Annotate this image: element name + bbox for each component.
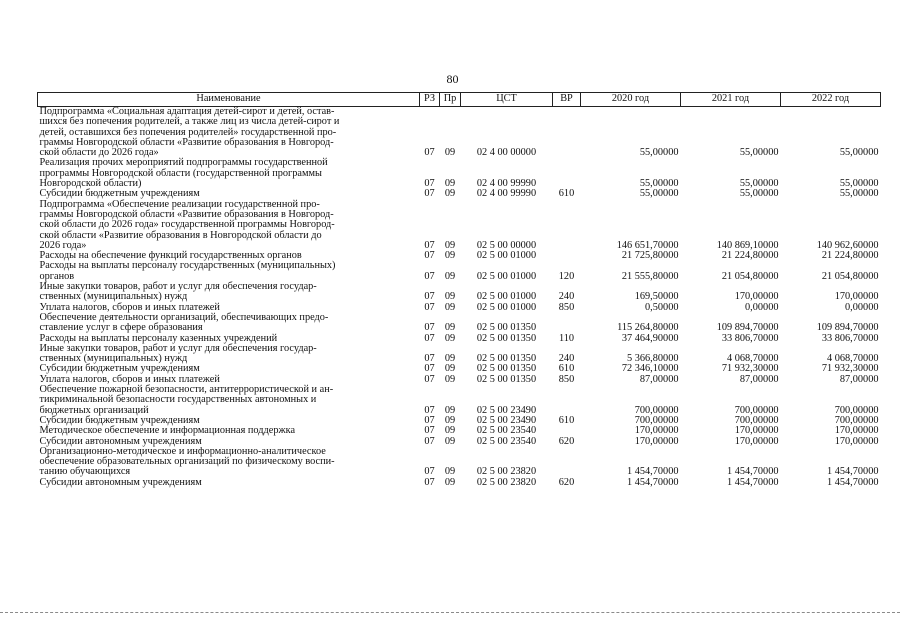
vr-code: [553, 385, 581, 416]
row-name: [38, 282, 420, 303]
pr-cell: 09: [444, 332, 456, 344]
header-cst: ЦСТ: [461, 93, 553, 107]
cst-code: 02 5 00 01000: [476, 250, 537, 262]
row-name-line: Организационно-методическое и информационно-аналитическое: [39, 445, 326, 457]
vr-code: 620: [558, 435, 575, 447]
amount-2022: 700,00000: [834, 404, 879, 416]
row-name: [38, 385, 420, 416]
row-name-line: Расходы на обеспечение функций государственных органов: [39, 250, 302, 262]
amount-2021: 55,00000: [739, 178, 779, 190]
amount-2022: 170,00000: [834, 435, 879, 447]
amount-2022: 170,00000: [834, 291, 879, 303]
amount-2020: 170,00000: [634, 425, 679, 437]
amount-2022: 21 054,80000: [821, 270, 879, 282]
rz-cell: 07: [424, 322, 435, 334]
amount-2021: 21 054,80000: [721, 270, 779, 282]
row-name-line: тикриминальной безопасности государственных автономных и: [39, 394, 317, 406]
amount-2022: 140 962,60000: [816, 239, 879, 251]
amount-2020: 700,00000: [634, 414, 679, 426]
amount-2022: 55,00000: [839, 178, 879, 190]
pr-cell: 09: [444, 270, 456, 282]
table-row: [38, 200, 881, 251]
row-name-line: Субсидии автономным учреждениям: [39, 476, 202, 488]
vr-code: 850: [558, 373, 575, 385]
cst-code: 02 5 00 01350: [476, 363, 537, 375]
amount-2021: 170,00000: [734, 291, 779, 303]
pr-cell: 09: [444, 239, 456, 251]
amount-2020: 55,00000: [639, 147, 679, 159]
row-name-line: Уплата налогов, сборов и иных платежей: [39, 301, 220, 313]
vr-code: [553, 313, 581, 334]
cst-code: 02 5 00 01350: [476, 373, 537, 385]
row-name-line: 2026 года»: [39, 239, 87, 251]
row-name-line: ской области до 2026 года» государственной программы Новгород-: [39, 219, 335, 231]
amount-2021: 140 869,10000: [716, 239, 779, 251]
rz-cell: 07: [424, 291, 435, 303]
pr-cell: 09: [444, 188, 456, 200]
header-2022: 2022 год: [781, 93, 881, 107]
pr-cell: 09: [444, 466, 456, 478]
amount-2020: 0,50000: [645, 301, 679, 313]
amount-2021: 1 454,70000: [727, 466, 779, 478]
amount-2021: 170,00000: [734, 425, 779, 437]
amount-2022: 4 068,70000: [827, 353, 879, 365]
cst-code: 02 5 00 23490: [476, 404, 537, 416]
table-row: [38, 385, 881, 416]
amount-2020: 170,00000: [634, 435, 679, 447]
rz-cell: 07: [424, 404, 435, 416]
row-name: [38, 107, 420, 159]
amount-2022: 55,00000: [839, 147, 879, 159]
row-name-line: Субсидии автономным учреждениям: [39, 435, 202, 447]
table-row: [38, 344, 881, 365]
row-name-line: Иные закупки товаров, работ и услуг для обеспечения государ-: [39, 342, 317, 354]
rz-cell: 07: [424, 332, 435, 344]
amount-2020: 87,00000: [639, 373, 679, 385]
cst-code: 02 5 00 01350: [476, 353, 537, 365]
pr-cell: 09: [444, 435, 456, 447]
vr-code: 240: [558, 291, 575, 303]
amount-2022: 55,00000: [839, 188, 879, 200]
row-name: [38, 261, 420, 282]
amount-2021: 55,00000: [739, 188, 779, 200]
row-name-line: ской области «Развитие образования в Новгородской области до: [39, 229, 322, 241]
vr-code: 610: [558, 414, 575, 426]
header-vr: ВР: [553, 93, 581, 107]
vr-code: 850: [558, 301, 575, 313]
table-row: [38, 447, 881, 478]
row-name-line: граммы Новгородской области «Развитие образования в Новгород-: [39, 136, 334, 148]
amount-2021: 33 806,70000: [721, 332, 779, 344]
header-pr: Пр: [440, 93, 461, 107]
cst-code: 02 5 00 23540: [476, 435, 537, 447]
pr-cell: 09: [444, 301, 456, 313]
rz-cell: 07: [424, 270, 435, 282]
amount-2021: 4 068,70000: [727, 353, 779, 365]
row-name-line: Иные закупки товаров, работ и услуг для обеспечения государ-: [39, 281, 317, 293]
amount-2021: 55,00000: [739, 147, 779, 159]
pr-cell: 09: [444, 322, 456, 334]
row-name-line: ской области до 2026 года»: [39, 147, 159, 159]
row-name: [38, 478, 420, 488]
amount-2021: 700,00000: [734, 414, 779, 426]
amount-2021: 109 894,70000: [716, 322, 779, 334]
amount-2021: 71 932,30000: [721, 363, 779, 375]
row-name-line: Расходы на выплаты персоналу государственных (муниципальных): [39, 260, 336, 272]
amount-2020: 1 454,70000: [627, 466, 679, 478]
row-name-line: детей, оставшихся без попечения родителей» государственной про-: [39, 126, 337, 138]
rz-cell: 07: [424, 301, 435, 313]
row-name-line: обеспечение образовательных организаций по физическому воспи-: [39, 456, 335, 468]
rz-cell: 07: [424, 178, 435, 190]
row-name-line: ственных (муниципальных) нужд: [39, 353, 188, 365]
table-row: [38, 158, 881, 189]
vr-code: [553, 426, 581, 436]
row-name-line: Уплата налогов, сборов и иных платежей: [39, 373, 220, 385]
cst-code: 02 5 00 01350: [476, 332, 537, 344]
amount-2022: 1 454,70000: [827, 466, 879, 478]
amount-2022: 33 806,70000: [821, 332, 879, 344]
amount-2021: 0,00000: [745, 301, 779, 313]
header-rz: РЗ: [420, 93, 440, 107]
rz-cell: 07: [424, 188, 435, 200]
table-row: [38, 261, 881, 282]
amount-2020: 21 725,80000: [621, 250, 679, 262]
pr-cell: 09: [444, 363, 456, 375]
amount-2020: 169,50000: [634, 291, 679, 303]
amount-2020: 700,00000: [634, 404, 679, 416]
amount-2020: 115 264,80000: [617, 322, 679, 334]
rz-cell: 07: [424, 239, 435, 251]
row-name: [38, 426, 420, 436]
cst-code: 02 5 00 00000: [476, 239, 537, 251]
cst-code: 02 5 00 01000: [476, 291, 537, 303]
row-name: [38, 158, 420, 189]
cst-code: 02 5 00 23540: [476, 425, 537, 437]
cst-code: 02 4 00 99990: [476, 188, 537, 200]
row-name: [38, 313, 420, 334]
vr-code: 610: [558, 363, 575, 375]
rz-cell: 07: [424, 250, 435, 262]
rz-cell: 07: [424, 476, 435, 488]
pr-cell: 09: [444, 425, 456, 437]
pr-cell: 09: [444, 178, 456, 190]
pr-cell: 09: [444, 250, 456, 262]
row-name-line: Расходы на выплаты персоналу казенных учреждений: [39, 332, 278, 344]
row-name-line: Подпрограмма «Обеспечение реализации государственной про-: [39, 198, 320, 210]
row-name-line: ставление услуг в сфере образования: [39, 322, 203, 334]
header-2020: 2020 год: [581, 93, 681, 107]
row-name-line: Реализация прочих мероприятий подпрограммы государственной: [39, 157, 328, 169]
cst-code: 02 5 00 23820: [476, 466, 537, 478]
amount-2020: 146 651,70000: [616, 239, 679, 251]
amount-2021: 1 454,70000: [727, 476, 779, 488]
row-name: [38, 447, 420, 478]
amount-2020: 55,00000: [639, 178, 679, 190]
table-row: [38, 282, 881, 303]
vr-code: [553, 447, 581, 478]
cst-code: 02 4 00 00000: [476, 147, 537, 159]
vr-code: 620: [558, 476, 575, 488]
amount-2022: 109 894,70000: [816, 322, 879, 334]
amount-2022: 0,00000: [845, 301, 879, 313]
pr-cell: 09: [444, 476, 456, 488]
cst-code: 02 5 00 01350: [476, 322, 537, 334]
cst-code: 02 5 00 01000: [476, 270, 537, 282]
budget-table: [37, 92, 881, 488]
page-number: 80: [446, 72, 459, 86]
row-name-line: программы Новгородской области (государственной программы: [39, 167, 322, 179]
table-row: [38, 107, 881, 159]
rz-cell: 07: [424, 147, 435, 159]
pr-cell: 09: [444, 353, 456, 365]
vr-code: 120: [558, 270, 575, 282]
rz-cell: 07: [424, 425, 435, 437]
table-body: [38, 107, 881, 488]
amount-2022: 71 932,30000: [821, 363, 879, 375]
amount-2020: 21 555,80000: [621, 270, 679, 282]
pr-cell: 09: [444, 147, 456, 159]
row-name-line: Обеспечение пожарной безопасности, антитеррористической и ан-: [39, 384, 334, 396]
cst-code: 02 5 00 23490: [476, 414, 537, 426]
amount-2020: 1 454,70000: [627, 476, 679, 488]
rz-cell: 07: [424, 414, 435, 426]
row-name-line: Субсидии бюджетным учреждениям: [39, 414, 200, 426]
pr-cell: 09: [444, 414, 456, 426]
row-name-line: Методическое обеспечение и информационная поддержка: [39, 425, 296, 437]
row-name: [38, 344, 420, 365]
rz-cell: 07: [424, 373, 435, 385]
amount-2020: 55,00000: [639, 188, 679, 200]
row-name-line: Новгородской области): [39, 178, 142, 190]
table-row: [38, 313, 881, 334]
row-name-line: ственных (муниципальных) нужд: [39, 291, 188, 303]
row-name-line: Субсидии бюджетным учреждениям: [39, 363, 200, 375]
row-name-line: Субсидии бюджетным учреждениям: [39, 188, 200, 200]
amount-2022: 87,00000: [839, 373, 879, 385]
amount-2021: 170,00000: [734, 435, 779, 447]
amount-2021: 87,00000: [739, 373, 779, 385]
cst-code: 02 4 00 99990: [476, 178, 537, 190]
amount-2020: 5 366,80000: [627, 353, 679, 365]
row-name: [38, 200, 420, 251]
amount-2021: 21 224,80000: [721, 250, 779, 262]
header-row: [38, 93, 881, 107]
rz-cell: 07: [424, 353, 435, 365]
vr-code: [553, 200, 581, 251]
rz-cell: 07: [424, 466, 435, 478]
pr-cell: 09: [444, 373, 456, 385]
row-name-line: шихся без попечения родителей, а также лиц из числа детей-сирот и: [39, 116, 340, 128]
amount-2022: 1 454,70000: [827, 476, 879, 488]
amount-2022: 21 224,80000: [821, 250, 879, 262]
vr-code: [553, 107, 581, 159]
rz-cell: 07: [424, 363, 435, 375]
footer-rule: [0, 612, 900, 613]
cst-code: 02 5 00 01000: [476, 301, 537, 313]
header-2021: 2021 год: [681, 93, 781, 107]
row-name-line: Подпрограмма «Социальная адаптация детей-сирот и детей, остав-: [39, 106, 335, 117]
vr-code: [553, 251, 581, 261]
vr-code: 610: [558, 188, 575, 200]
row-name-line: бюджетных организаций: [39, 404, 149, 416]
pr-cell: 09: [444, 291, 456, 303]
cst-code: 02 5 00 23820: [476, 476, 537, 488]
vr-code: 240: [558, 353, 575, 365]
table-row: [38, 478, 881, 488]
row-name-line: граммы Новгородской области «Развитие образования в Новгород-: [39, 208, 334, 220]
rz-cell: 07: [424, 435, 435, 447]
row-name-line: Обеспечение деятельности организаций, обеспечивающих предо-: [39, 311, 329, 323]
amount-2022: 170,00000: [834, 425, 879, 437]
vr-code: [553, 158, 581, 189]
amount-2020: 37 464,90000: [621, 332, 679, 344]
amount-2020: 72 346,10000: [621, 363, 679, 375]
amount-2021: 700,00000: [734, 404, 779, 416]
row-name-line: танию обучающихся: [39, 466, 131, 478]
vr-code: 110: [558, 332, 575, 344]
amount-2022: 700,00000: [834, 414, 879, 426]
row-name-line: органов: [39, 270, 75, 282]
table-row: [38, 426, 881, 436]
pr-cell: 09: [444, 404, 456, 416]
header-name: Наименование: [38, 93, 420, 107]
